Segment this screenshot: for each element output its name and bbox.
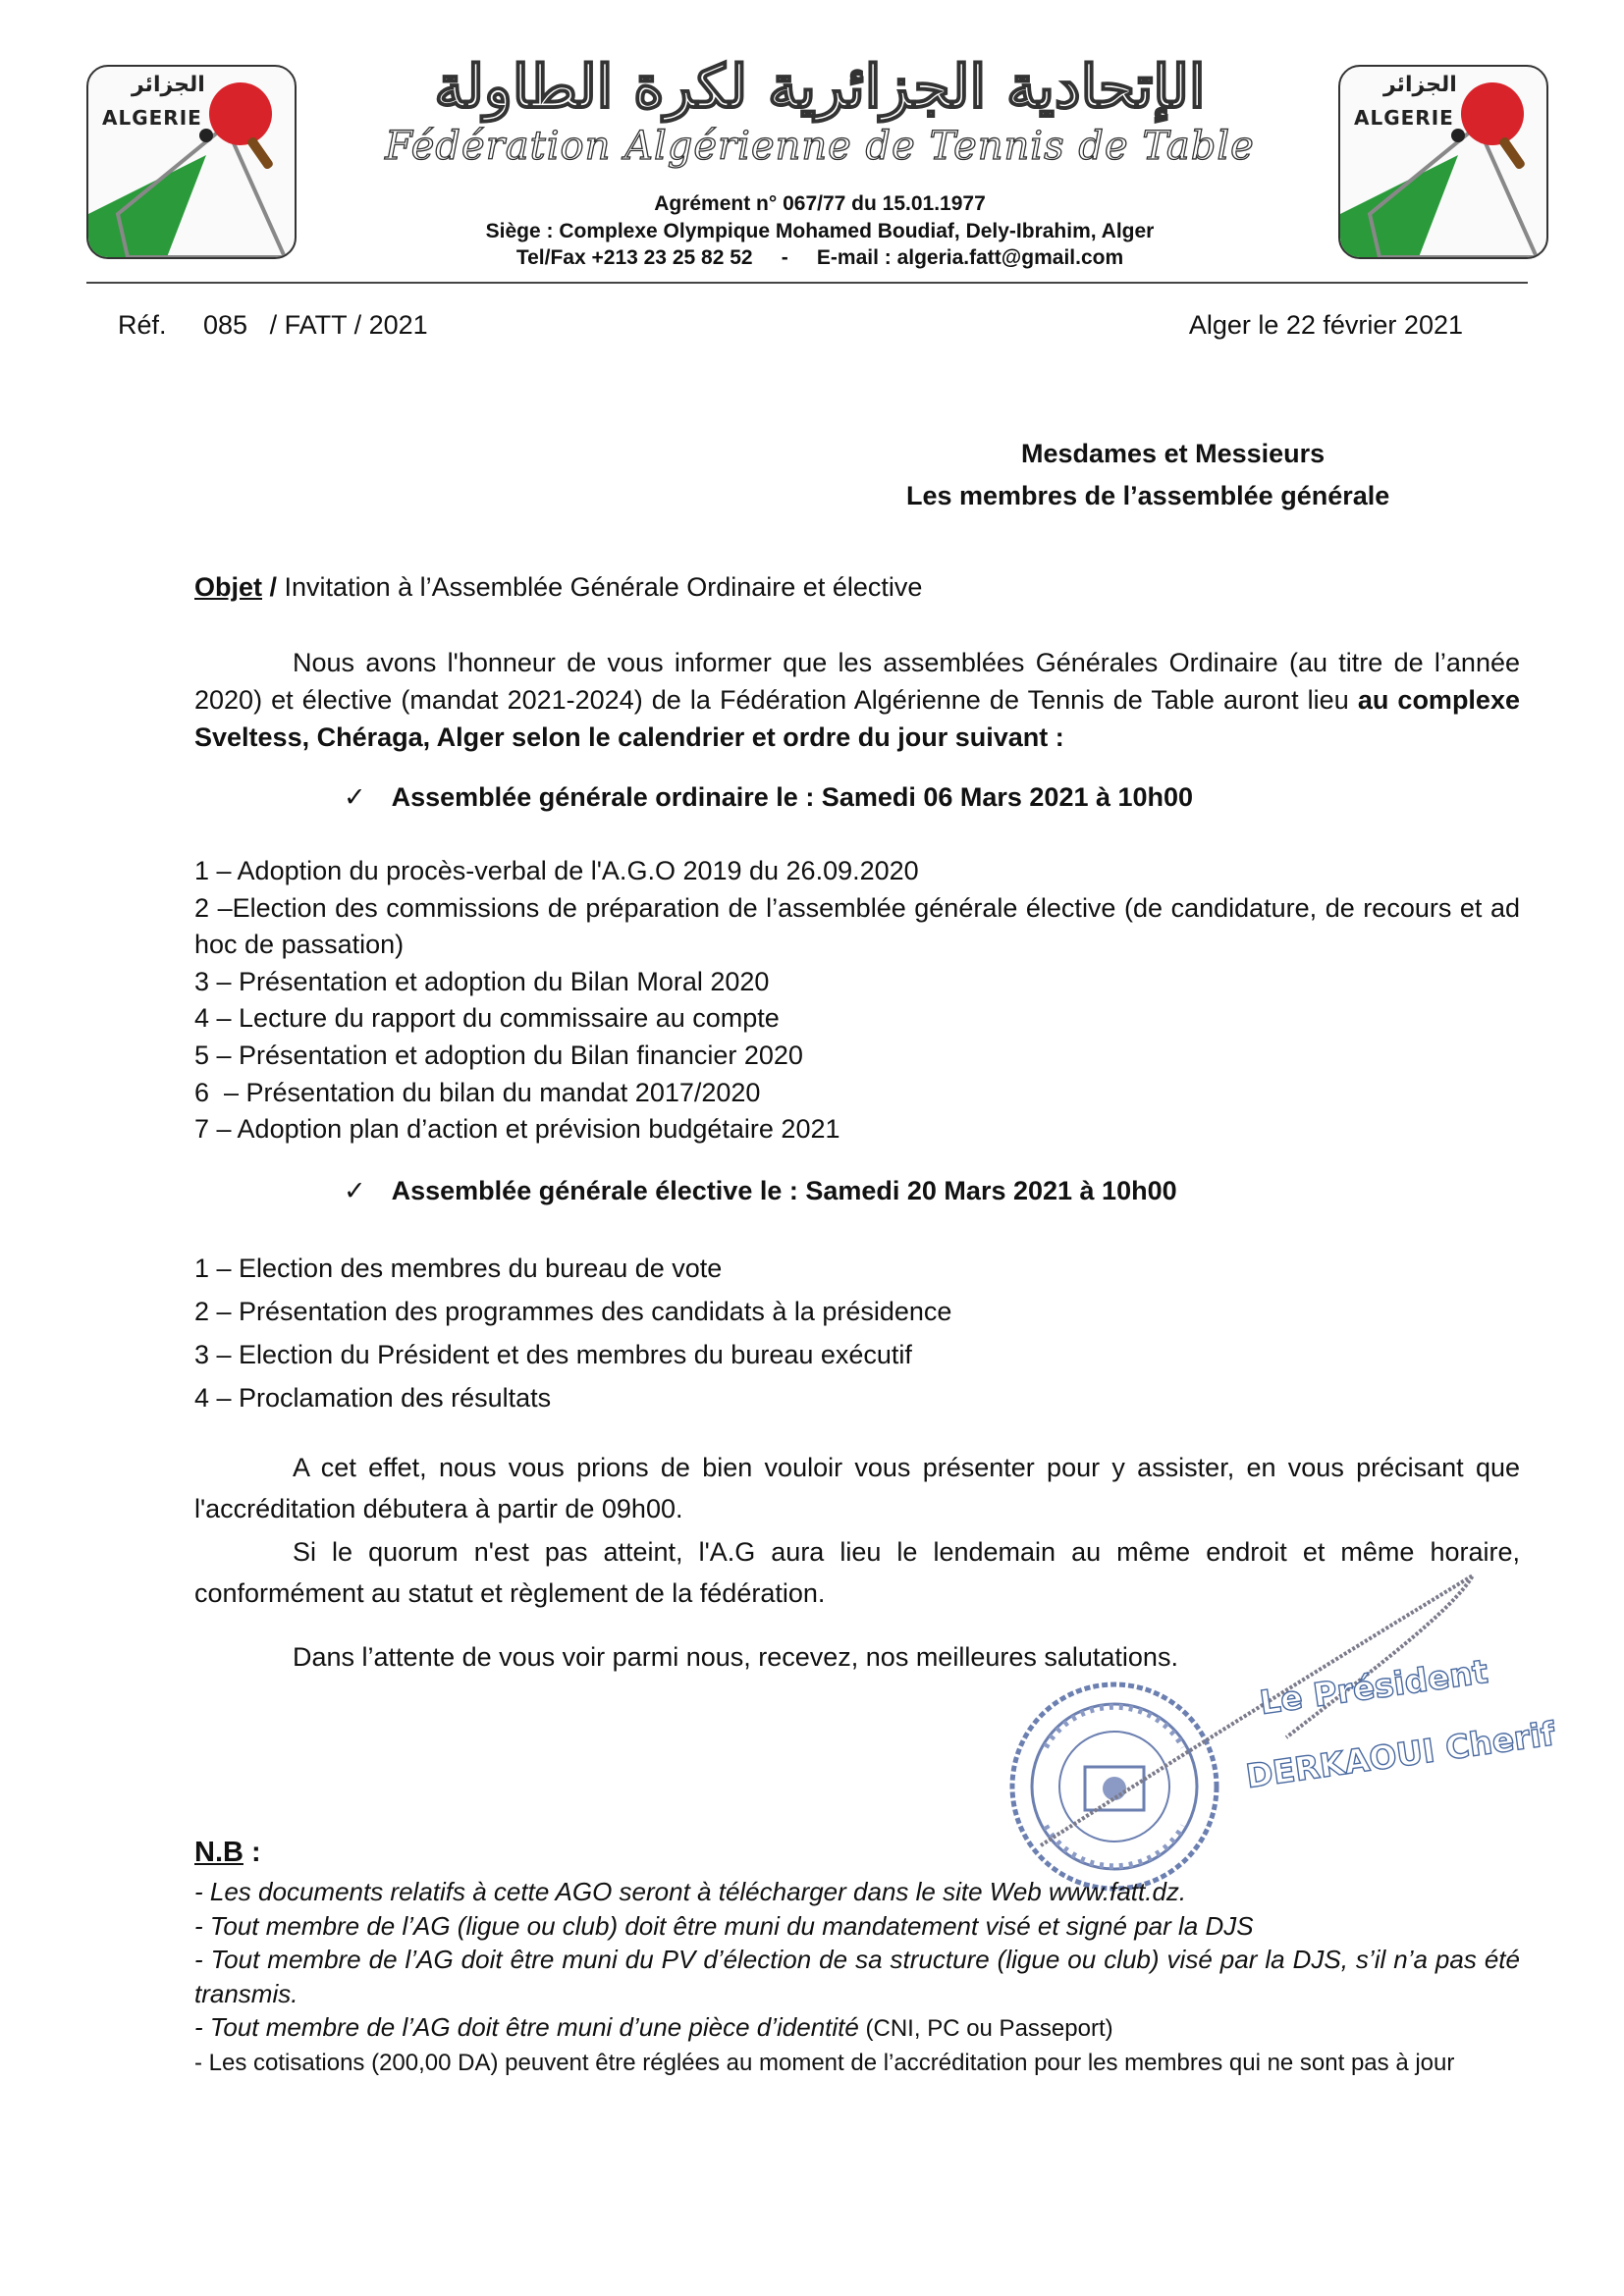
list-item: 4 – Proclamation des résultats	[194, 1383, 552, 1413]
subject-line	[194, 572, 922, 603]
list-item: 4 – Lecture du rapport du commissaire au compte	[194, 1003, 780, 1034]
list-item: 6 – Présentation du bilan du mandat 2017/2020	[194, 1077, 761, 1107]
signature-name: DERKAOUI Cherif	[1243, 1714, 1558, 1795]
intro-location: au complexe Sveltess, Chéraga, Alger selon le calendrier et ordre du jour suivant :	[194, 685, 1520, 752]
letter-date: Alger le 22 février 2021	[1188, 310, 1463, 340]
list-item: 1 – Adoption du procès-verbal de l'A.G.O 2019 du 26.09.2020	[194, 856, 919, 885]
closing-paragraph-1	[194, 1447, 1520, 1529]
nb-item-4-suffix: (CNI, PC ou Passeport)	[858, 2015, 1113, 2042]
list-item: 3 – Présentation et adoption du Bilan Moral 2020	[194, 966, 770, 996]
header-agrement: Agrément n° 067/77 du 15.01.1977	[654, 192, 986, 215]
header-contact: Tel/Fax +213 23 25 82 52 - E-mail : algeria.fatt@gmail.com	[515, 246, 1124, 269]
reference: Réf. 085 / FATT / 2021	[118, 310, 428, 340]
list-item: 7 – Adoption plan d’action et prévision budgétaire 2021	[194, 1114, 840, 1145]
list-item: - Les documents relatifs à cette AGO seront à télécharger dans le site Web www.fatt.dz.	[194, 1877, 1187, 1906]
list-item: - Tout membre de l’AG doit être muni du PV d’élection de sa structure (ligue ou club) visé par la DJS, s’il n’a pas été transmis.	[194, 1945, 1520, 2008]
header-divider	[86, 282, 1528, 284]
logo-country-label: ALGERIE	[102, 106, 202, 130]
nb-colon: :	[243, 1837, 261, 1868]
nb-title: N.B	[194, 1837, 244, 1868]
age-agenda-list	[194, 1247, 1520, 1419]
list-item: 2 – Présentation des programmes des candidats à la présidence	[194, 1297, 952, 1326]
list-item: 1 – Election des membres du bureau de vote	[194, 1254, 723, 1283]
header-siege: Siège : Complexe Olympique Mohamed Boudiaf, Dely-Ibrahim, Alger	[485, 220, 1155, 242]
list-item: 3 – Election du Président et des membres du bureau exécutif	[194, 1340, 912, 1369]
nb-heading	[194, 1837, 261, 1869]
recipient-line-1: Mesdames et Messieurs	[1021, 439, 1326, 468]
ago-heading	[344, 782, 1193, 813]
logo-arabic-label: الجزائر	[132, 73, 205, 97]
recipient-line-2: Les membres de l’assemblée générale	[906, 481, 1390, 510]
closing-text-2: Si le quorum n'est pas atteint, l'A.G aura lieu le lendemain au même endroit et même horaire, conformément au statut et règlement de la fédération.	[194, 1537, 1520, 1608]
federation-logo-right	[1338, 65, 1548, 259]
list-item: 2 –Election des commissions de préparation de l’assemblée générale élective (de candidature, de recours et ad hoc de passation)	[194, 892, 1520, 960]
signature-role: Le Président	[1257, 1651, 1490, 1722]
logo-arabic-label: الجزائر	[1383, 73, 1457, 97]
ago-agenda-list	[194, 853, 1520, 1148]
list-item	[194, 2010, 1520, 2047]
logo-country-label: ALGERIE	[1354, 106, 1454, 130]
official-stamp-icon	[1006, 1679, 1222, 1895]
ago-heading-text: Assemblée générale ordinaire le : Samedi 06 Mars 2021 à 10h00	[391, 782, 1194, 812]
age-heading-text: Assemblée générale élective le : Samedi 20 Mars 2021 à 10h00	[391, 1176, 1177, 1205]
list-item: - Les cotisations (200,00 DA) peuvent être réglées au moment de l’accréditation pour les membres qui ne sont pas à jour	[194, 2049, 1455, 2076]
list-item: - Tout membre de l’AG (ligue ou club) doit être muni du mandatement visé et signé par la DJS	[194, 1910, 1254, 1941]
header-title-arabic: الإتحادية الجزائرية لكرة الطاولة	[434, 53, 1206, 122]
intro-text: Nous avons l'honneur de vous informer que les assemblées Générales Ordinaire (au titre de l’année 2020) et élective (mandat 2021-2024) de la Fédération Algérienne de Tennis de Table auront lieu	[194, 648, 1520, 715]
nb-list	[194, 1875, 1520, 2080]
list-item: 5 – Présentation et adoption du Bilan financier 2020	[194, 1040, 803, 1070]
nb-item-4-text: - Tout membre de l’AG doit être muni d’une pièce d’identité	[194, 2012, 859, 2042]
closing-text-1: A cet effet, nous vous prions de bien vouloir vous présenter pour y assister, en vous précisant que l'accréditation débutera à partir de 09h00.	[194, 1453, 1520, 1523]
age-heading	[344, 1176, 1177, 1206]
closing-paragraph-2	[194, 1531, 1520, 1614]
closing-salutation: Dans l’attente de vous voir parmi nous, recevez, nos meilleures salutations.	[293, 1642, 1178, 1672]
intro-paragraph	[194, 644, 1520, 756]
subject-label: Objet	[194, 572, 263, 602]
subject-text: Invitation à l’Assemblée Générale Ordinaire et élective	[284, 572, 923, 602]
subject-separator: /	[262, 572, 285, 602]
checkmark-icon: ✓	[344, 782, 366, 812]
checkmark-icon: ✓	[344, 1176, 366, 1205]
federation-logo-left	[86, 65, 297, 259]
header-title-french: Fédération Algérienne de Tennis de Table	[385, 124, 1255, 169]
